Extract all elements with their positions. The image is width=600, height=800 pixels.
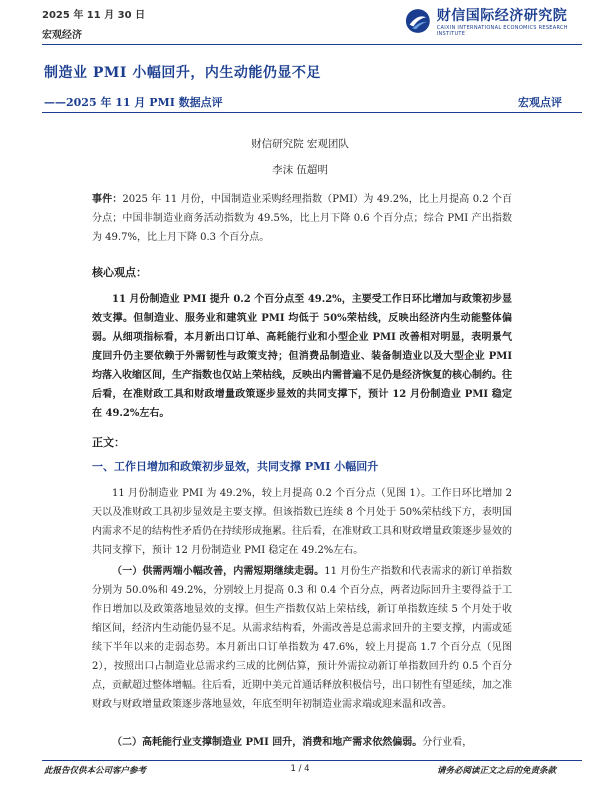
- core-view-text: 11 月份制造业 PMI 提升 0.2 个百分点至 49.2%，主要受工作日环比增加与政策初步显效支撑。但制造业、服务业和建筑业 PMI 均低于 50%荣枯线，反映出经济内生动能整体偏弱。从细项指标看，本月新出口订单、高耗能行业和小型企业 PMI 改善相对明显，表明景气度回升仍主要依赖于外需韧性与政策支持；但消费品制造业、装备制造业以及大型企业 PMI 均落入收缩区间，生产指数也仅站上荣枯线，反映出内需普遍不足仍是经济恢复的核心制约。往后看，在准财政工具和财政增量政策逐步显效的共同支撑下，预计 12 月份制造业 PMI 稳定在 49.2%左右。: [92, 294, 512, 419]
- event-text: 2025 年 11 月份，中国制造业采购经理指数（PMI）为 49.2%，比上月提高 0.2 个百分点；中国非制造业商务活动指数为 49.5%，比上月下降 0.6 个百分点；综合 PMI 产出指数为 49.7%，比上月下降 0.3 个百分点。: [92, 194, 513, 243]
- report-date: 2025 年 11 月 30 日: [42, 10, 146, 21]
- report-type: 宏观点评: [518, 96, 562, 109]
- report-title: 制造业 PMI 小幅回升，内生动能仍显不足: [44, 65, 321, 81]
- footer-disclaimer: 此报告仅供本公司客户参考: [44, 766, 147, 776]
- author-team: 财信研究院 宏观团队: [251, 138, 349, 150]
- report-subtitle: ——2025 年 11 月 PMI 数据点评: [44, 96, 223, 109]
- institute-logo-icon: [405, 7, 431, 35]
- footer-divider: [42, 760, 582, 761]
- subsection1-block: [92, 562, 512, 714]
- subsection2-block: [92, 733, 512, 752]
- page-number: 1 / 4: [290, 764, 310, 774]
- institute-logo: [405, 4, 585, 38]
- report-category: 宏观经济: [42, 30, 82, 41]
- section1-text: 11 月份制造业 PMI 为 49.2%，较上月提高 0.2 个百分点（见图 1）。工作日环比增加 2 天以及准财政工具初步显效是主要支撑。但该指数已连续 8 个月处于 50%荣枯线下方，表明国内需求不足的结构性矛盾仍在持续形成拖累。往后看，在准财政工具和财政增量政策逐步显效的共同支撑下，预计 12 月份制造业 PMI 稳定在 49.2%左右。: [92, 488, 512, 556]
- subsection1-text: 11 月份生产指数和代表需求的新订单指数分别为 50.0%和 49.2%，分别较上月提高 0.3 和 0.4 个百分点，两者边际回升主要得益于工作日增加以及政策落地显效的支撑。但生产指数仅站上荣枯线，新订单指数连续 5 个月处于收缩区间，经济内生动能仍显不足。从需求结构看，外需改善是总需求回升的主要支撑，内需或延续下半年以来的走弱态势。本月新出口订单指数为 47.6%，较上月提高 1.7 个百分点（见图 2），按照出口占制造业总需求约三成的比例估算，预计外需拉动新订单指数回升约 0.5 个百分点，贡献超过整体增幅。往后看，近期中美元首通话释放积极信号，出口韧性有望延续，加之准财政与财政增量政策逐步落地显效，年底至明年初制造业需求端或迎来温和改善。: [92, 566, 513, 710]
- event-block: [92, 190, 512, 247]
- section1-paragraph: [92, 484, 512, 560]
- subsection2-label: （二）高耗能行业支撑制造业 PMI 回升，消费和地产需求依然偏弱。: [112, 737, 423, 748]
- footer-notice: 请务必阅读正文之后的免责条款: [436, 766, 556, 776]
- author-names: 李沫 伍超明: [272, 164, 328, 176]
- logo-name-en: CAIXIN INTERNATIONAL ECONOMICS RESEARCH INSTITUTE: [436, 25, 568, 37]
- core-view-heading: 核心观点：: [92, 266, 147, 279]
- logo-name-cn: 财信国际经济研究院: [436, 8, 568, 24]
- title-divider: [42, 112, 582, 113]
- section1-heading: 一、工作日增加和政策初步显效，共同支撑 PMI 小幅回升: [92, 460, 379, 473]
- subsection2-text: 分行业看，: [422, 737, 473, 748]
- subsection1-label: （一）供需两端小幅改善，内需短期继续走弱。: [112, 566, 325, 577]
- core-view-block: [92, 290, 512, 423]
- header-divider: [42, 44, 582, 45]
- event-label: 事件：: [92, 194, 123, 205]
- body-heading: 正文：: [92, 436, 125, 449]
